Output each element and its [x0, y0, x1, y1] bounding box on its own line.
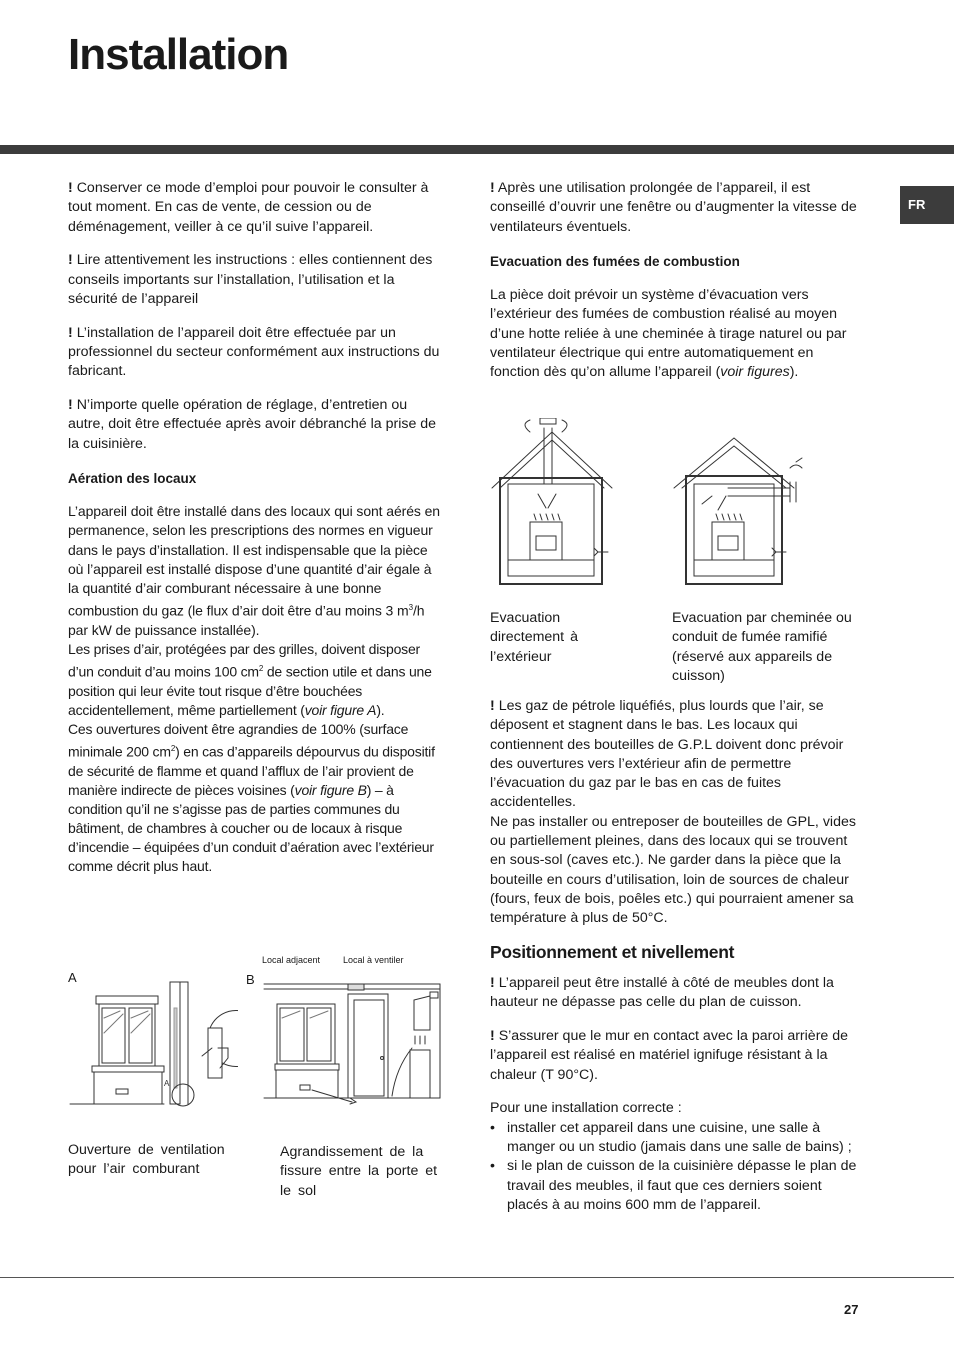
header-rule	[0, 145, 954, 154]
list-item: • installer cet appareil dans une cuisine, une salle à manger ou un studio (jamais dans une salle de bains) ;	[490, 1119, 864, 1158]
figure-a-ventilation-opening	[68, 978, 238, 1108]
caption-figure-a: Ouverture de ventilation pour l’air comburant	[68, 1142, 225, 1178]
warning-professional-install: ! L’installation de l’appareil doit être effectuée par un professionnel du secteur conformément aux instructions du fabricant.	[68, 324, 440, 380]
warning-wall-material: ! S’assurer que le mur en contact avec la paroi arrière de l’appareil est réalisé en matériel ignifuge résistant à la chaleur (T 90°C).	[490, 1027, 849, 1083]
right-column-top	[490, 179, 864, 383]
language-tab: FR	[900, 186, 954, 224]
figure-a-letter: A	[68, 970, 77, 985]
caption-chimney-exhaust: Evacuation par cheminée ou conduit de fumée ramifié (réservé aux appareils de cuisson)	[672, 610, 852, 684]
evacuation-text: La pièce doit prévoir un système d’évacuation vers l’extérieur des fumées de combustion réalisé au moyen d’une hotte reliée à une cheminée à tirage naturel ou par ventilateur électrique qui entre automatiquement en fonction dès qu’on allume l’appareil (voir figures).	[490, 287, 847, 381]
caption-figure-b: Agrandissement de la fissure entre la porte et le sol	[280, 1144, 438, 1199]
warning-furniture-height: ! L’appareil peut être installé à côté de meubles dont la hauteur ne dépasse pas celle du plan de cuisson.	[490, 974, 834, 1011]
footer-rule	[0, 1277, 954, 1278]
left-column	[68, 179, 442, 876]
warning-read-instructions: ! Lire attentivement les instructions : elles contiennent des conseils importants sur l’installation, l’utilisation et la sécurité de l’appareil	[68, 252, 433, 307]
installation-intro: Pour une installation correcte :	[490, 1100, 682, 1117]
list-item: • si le plan de cuisson de la cuisinière dépasse le plan de travail des meubles, il faut que ces derniers soient placés à au moins 600 mm de l’appareil.	[490, 1157, 864, 1215]
label-local-adjacent: Local adjacent	[262, 955, 321, 965]
figure-a-inset-label: A	[164, 1079, 170, 1088]
page-number: 27	[844, 1302, 859, 1317]
page-title: Installation	[68, 30, 289, 79]
caption-direct-exhaust: Evacuation directement à l’extérieur	[490, 610, 578, 665]
heading-evacuation: Evacuation des fumées de combustion	[490, 253, 740, 269]
figure-direct-exhaust	[490, 418, 615, 588]
heading-aeration: Aération des locaux	[68, 470, 197, 486]
aeration-text: L’appareil doit être installé dans des locaux qui sont aérés en permanence, selon les prescriptions des normes en vigueur dans le pays d’installation. Il est indispensable que la pièce où l’appareil est installé dispose d’une quantité d’air égale à la quantité d’air comburant nécessaire à une bonne combustion du gaz (le flux d’air doit être d’au moins 3 $m^3/h$ par kW de puissance installée). Les prises d’air, protégées par des grilles, doivent disposer d’un conduit d’au moins 100 $cm^2$ de section utile et dans une position qui leur évite tout risque d’être bouchées accidentellement, même partiellement (voir figure A). Ces ouvertures doivent être agrandies de 100% (surface minimale 200 $cm^2$) en cas d’appareils dépourvus du dispositif de sécurité de flamme et quand l’afflux de l’air provient de manière indirecte de pièces voisines (voir figure B) – à condition qu’il ne s’agisse pas de parties communes du bâtiment, de chambres à coucher ou de locaux à risque d’incendie – équipées d’un conduit d’aération avec l’extérieur comme décrit plus haut.	[68, 503, 440, 875]
heading-positionnement: Positionnement et nivellement	[490, 941, 735, 962]
label-local-ventiler: Local à ventiler	[343, 955, 404, 965]
figure-b-letter: B	[246, 972, 255, 987]
warning-unplug: ! N’importe quelle opération de réglage, d’entretien ou autre, doit être effectuée après avoir débranché la prise de la cuisinière.	[68, 397, 437, 452]
right-column-bottom	[490, 697, 864, 1215]
figure-chimney-exhaust	[672, 418, 812, 588]
installation-list	[490, 1119, 864, 1215]
warning-prolonged-use: ! Après une utilisation prolongée de l’appareil, il est conseillé d’ouvrir une fenêtre ou d’augmenter la vitesse de ventilateurs éventuels.	[490, 180, 857, 235]
warning-gpl: ! Les gaz de pétrole liquéfiés, plus lourds que l’air, se déposent et stagnent dans le bas. Les locaux qui contiennent des bouteilles de G.P.L doivent donc prévoir des ouvertures vers l’extérieur afin de permettre l’évacuation du gaz par le bas en cas de fuites accidentelles.	[490, 698, 844, 811]
warning-keep-manual: ! Conserver ce mode d’emploi pour pouvoir le consulter à tout moment. En cas de vente, de cession ou de déménagement, veiller à ce qu’il suive l’appareil.	[68, 180, 429, 235]
figure-b-door-gap	[262, 978, 442, 1108]
gpl-storage-text: Ne pas installer ou entreposer de bouteilles de GPL, vides ou partiellement pleines, dans des locaux qui se trouvent en sous-sol (caves etc.). Ne garder dans la pièce que la bouteille en cours d’utilisation, loin de sources de chaleur (fours, feux de bois, poêles etc.) qui pourraient amener sa température à plus de 50°C.	[490, 813, 856, 927]
